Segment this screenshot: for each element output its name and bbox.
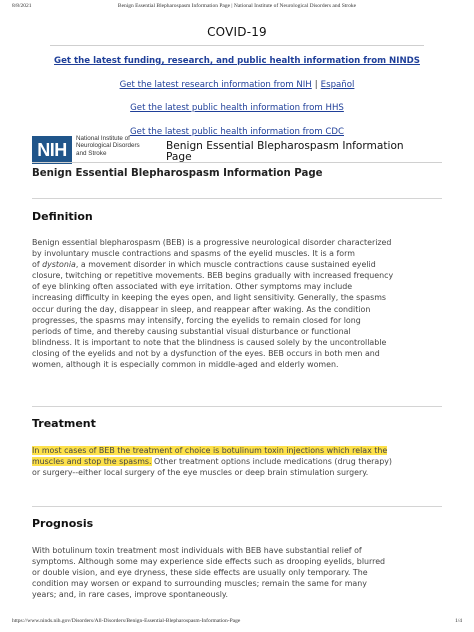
prognosis-line: condition may worsen or expand to surrounding muscles; remain the same for many xyxy=(32,579,367,589)
definition-heading: Definition xyxy=(32,210,93,223)
nih-logo-mark: NIH xyxy=(32,136,72,164)
definition-line: blindness. It is important to note that the blindness is caused solely by the uncontrollable xyxy=(32,337,387,347)
treatment-paragraph xyxy=(32,445,444,478)
page-title: Benign Essential Blepharospasm Information Page xyxy=(32,168,323,179)
link-separator: | xyxy=(314,79,318,90)
covid-links xyxy=(50,53,424,150)
covid-heading: COVID-19 xyxy=(207,25,267,39)
header-title-line: Benign Essential Blepharospasm Information xyxy=(166,140,404,152)
definition-line: increasing difficulty in keeping the eyes open, and light sensitivity. Generally, the spasms xyxy=(32,293,387,303)
prognosis-heading: Prognosis xyxy=(32,517,94,530)
definition-line: by involuntary muscle contractions and spasms of the eyelid muscles. It is a form xyxy=(32,249,355,259)
definition-text: , a movement disorder in which muscle contractions cause sustained eyelid xyxy=(75,260,376,270)
print-url: https://www.ninds.nih.gov/Disorders/All-Disorders/Benign-Essential-Blepharospasm-Information-Page xyxy=(12,618,241,624)
print-date: 8/8/2021 xyxy=(12,3,32,9)
dystonia-term: dystonia xyxy=(42,260,76,270)
treatment-divider xyxy=(32,406,442,407)
logo-text-line: Neurological Disorders xyxy=(76,142,140,150)
covid-link-row-ninds xyxy=(50,53,424,66)
covid-link-row-hhs xyxy=(50,100,424,113)
covid-link-row-nih xyxy=(50,77,424,90)
print-page-number: 1/4 xyxy=(454,618,462,624)
definition-line: progresses, the spasms may intensify, forcing the eyelids to remain closed for long xyxy=(32,315,361,325)
prognosis-divider xyxy=(32,506,442,507)
definition-line: women, although it is especially common in middle-aged and elderly women. xyxy=(32,360,339,370)
highlighted-text: In most cases of BEB the treatment of choice is botulinum toxin injections which relax the xyxy=(32,446,388,455)
prognosis-line: With botulinum toxin treatment most individuals with BEB have substantial relief of xyxy=(32,546,362,555)
nih-logo-text xyxy=(76,135,154,157)
treatment-line xyxy=(32,456,444,467)
definition-line: of eye blinking often associated with eye irritation. Other symptoms may include xyxy=(32,282,353,292)
covid-link-hhs[interactable]: Get the latest public health information from HHS xyxy=(130,103,344,113)
treatment-line xyxy=(32,445,444,456)
definition-line: periods of time, and thereby causing substantial visual disturbance or functional xyxy=(32,326,351,336)
logo-text-line: and Stroke xyxy=(76,149,107,157)
covid-link-ninds[interactable]: Get the latest funding, research, and public health information from NINDS xyxy=(54,56,420,66)
covid-link-nih[interactable]: Get the latest research information from NIH xyxy=(119,79,312,90)
definition-text: of xyxy=(32,260,43,270)
definition-line: Benign essential blepharospasm (BEB) is a progressive neurological disorder characterized xyxy=(32,238,392,247)
covid-divider xyxy=(50,45,424,46)
prognosis-line: symptoms. Although some may experience side effects such as drooping eyelids, blurred xyxy=(32,557,386,567)
prognosis-line: or double vision, and eye dryness, these side effects are usually only temporary. The xyxy=(32,568,368,578)
header-title-line: Page xyxy=(166,151,192,163)
header-divider xyxy=(32,162,442,163)
logo-text-line: National Institute of xyxy=(76,135,130,142)
prognosis-paragraph xyxy=(32,545,444,600)
print-document-title: Benign Essential Blepharospasm Information Page | National Institute of Neurological Disorders and Stroke xyxy=(117,3,357,9)
treatment-line: or surgery--either local surgery of the eye muscles or deep brain stimulation surgery. xyxy=(32,468,369,478)
definition-divider xyxy=(32,198,442,199)
definition-line: occur during the day, disappear in sleep, and reappear after waking. As the condition xyxy=(32,304,371,314)
covid-link-cdc[interactable]: Get the latest public health information from CDC xyxy=(130,126,344,137)
prognosis-line: years; and, in rare cases, improve spontaneously. xyxy=(32,590,228,600)
covid-link-espanol[interactable]: Español xyxy=(320,79,355,90)
print-footer xyxy=(12,618,462,628)
definition-line: closure, twitching or repetitive movements. BEB begins gradually with increased frequency xyxy=(32,271,394,281)
treatment-text: Other treatment options include medications (drug therapy) xyxy=(151,457,393,467)
highlighted-text: muscles and stop the spasms. xyxy=(32,457,152,467)
header-page-title xyxy=(166,141,436,163)
definition-paragraph xyxy=(32,237,444,370)
nih-logo[interactable] xyxy=(32,135,150,165)
treatment-heading: Treatment xyxy=(32,417,96,430)
definition-line xyxy=(32,259,444,270)
definition-line: closing of the eyelids and not by a dysfunction of the eyes. BEB occurs in both men and xyxy=(32,348,380,358)
print-header xyxy=(12,3,462,13)
covid-banner xyxy=(50,25,424,137)
